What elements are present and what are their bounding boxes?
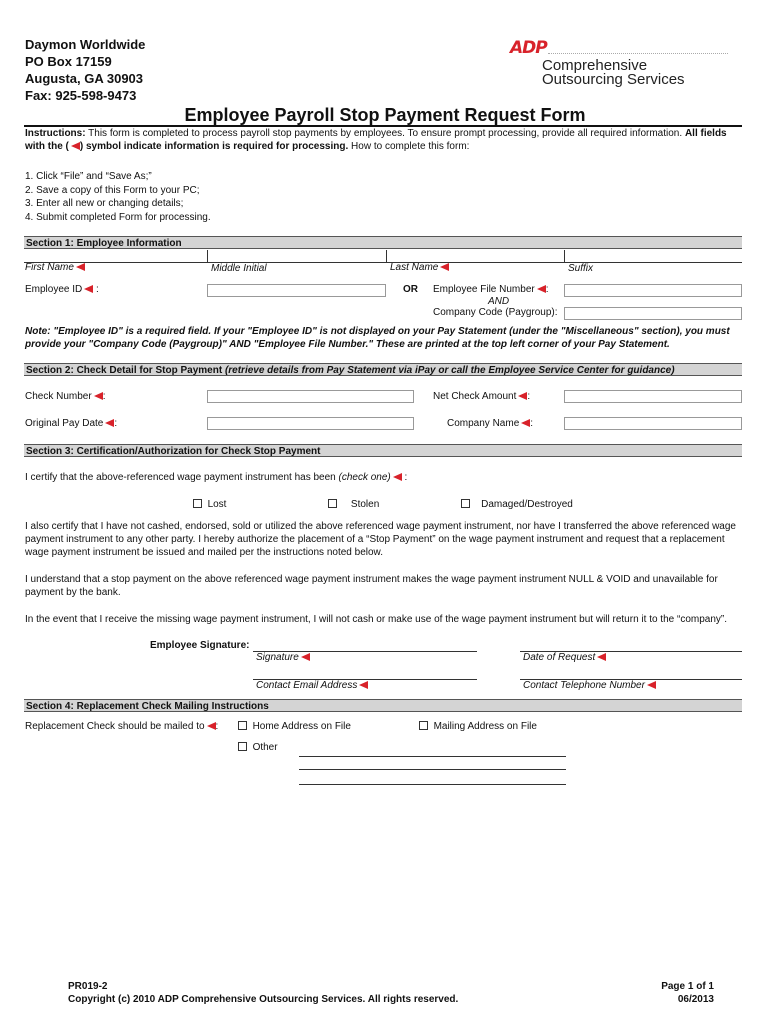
required-marker-icon: [537, 285, 546, 293]
net-check-amount-label: Net Check Amount :: [433, 391, 531, 402]
lost-checkbox[interactable]: [193, 499, 202, 508]
required-marker-icon: [521, 419, 530, 427]
employee-signature-label: Employee Signature:: [150, 640, 250, 651]
company-name-input[interactable]: [564, 417, 742, 430]
required-marker-icon: [597, 653, 606, 661]
last-name-label: [390, 262, 449, 273]
net-check-amount-text: Net Check Amount: [433, 391, 517, 402]
mailed-to-text: Replacement Check should be mailed to: [25, 721, 205, 732]
section-1-header: Section 1: Employee Information: [24, 236, 742, 249]
required-marker-icon: [94, 392, 103, 400]
stolen-label: Stolen: [350, 499, 380, 510]
company-address-1: PO Box 17159: [25, 54, 112, 69]
other-address-line-3[interactable]: [299, 784, 566, 785]
required-marker-icon: [301, 653, 310, 661]
home-address-checkbox[interactable]: [238, 721, 247, 730]
required-marker-icon: [71, 142, 80, 150]
logo-line-1: Comprehensive: [542, 57, 648, 74]
instruction-step: 2. Save a copy of this Form to your PC;: [25, 184, 200, 196]
employee-file-number-text: Employee File Number: [433, 284, 535, 295]
mailing-address-option[interactable]: [419, 721, 537, 732]
check-number-label: Check Number :: [25, 391, 106, 402]
original-pay-date-input[interactable]: [207, 417, 414, 430]
instruction-step: 3. Enter all new or changing details;: [25, 198, 184, 209]
employee-file-number-label: Employee File Number :: [433, 284, 549, 295]
damaged-checkbox[interactable]: [461, 499, 470, 508]
mailing-address-checkbox[interactable]: [419, 721, 428, 730]
name-row-rule: [24, 262, 742, 263]
required-marker-icon: [518, 392, 527, 400]
adp-logo-mark: ADP: [510, 38, 547, 58]
adp-logo: [508, 38, 728, 88]
certify-statement: I certify that the above-referenced wage payment instrument has been (check one) :: [25, 472, 408, 483]
home-address-label: Home Address on File: [252, 721, 351, 732]
other-address-line-2[interactable]: [299, 769, 566, 770]
date-of-request-label: [523, 652, 606, 663]
section-2-title: Section 2: Check Detail for Stop Payment: [26, 365, 225, 376]
check-one-text: (check one): [338, 472, 391, 483]
section-4-header: Section 4: Replacement Check Mailing Instructions: [24, 699, 742, 712]
company-code-input[interactable]: [564, 307, 742, 320]
stolen-option[interactable]: [328, 499, 379, 510]
lost-label: Lost: [207, 499, 227, 510]
required-marker-icon: [105, 419, 114, 427]
mailed-to-label: Replacement Check should be mailed to :: [25, 721, 219, 732]
contact-email-label: [256, 680, 368, 691]
instruction-steps: [25, 170, 211, 224]
company-name-text: Company Name: [447, 418, 520, 429]
other-checkbox[interactable]: [238, 742, 247, 751]
net-check-amount-input[interactable]: [564, 390, 742, 403]
or-label: OR: [403, 284, 418, 295]
contact-phone-label: [523, 680, 656, 691]
required-marker-icon: [207, 722, 216, 730]
certification-paragraph-2: I understand that a stop payment on the above referenced wage payment instrument makes the wage payment instrument NULL & VOID and unavailable for payment by the bank.: [25, 574, 718, 598]
section-2-subtitle: (retrieve details from Pay Statement via iPay or call the Employee Service Center for guidance): [224, 365, 675, 376]
instructions-label: Instructions:: [25, 128, 86, 139]
company-name: Daymon Worldwide: [25, 37, 146, 52]
middle-initial-label: Middle Initial: [211, 263, 267, 274]
section-3-header: Section 3: Certification/Authorization for Check Stop Payment: [24, 444, 742, 457]
last-name-text: Last Name: [390, 262, 439, 273]
suffix-label: Suffix: [568, 263, 594, 274]
instruction-step: 4. Submit completed Form for processing.: [25, 211, 211, 223]
other-label: Other: [252, 742, 278, 753]
instruction-step: 1. Click “File” and “Save As;”: [25, 171, 152, 182]
damaged-option[interactable]: [461, 499, 573, 510]
certification-paragraph-3: In the event that I receive the missing wage payment instrument, I will not cash or make use of the wage payment instrument but will return it to the “company”.: [25, 614, 728, 625]
logo-dotted-rule: [548, 53, 728, 54]
instructions-body: This form is completed to process payroll stop payments by employees. To ensure prompt processing, provide all required information.: [85, 128, 685, 139]
other-address-line-1[interactable]: [299, 756, 566, 757]
company-code-label: Company Code (Paygroup):: [433, 307, 558, 318]
required-marker-icon: [440, 263, 449, 271]
contact-email-text: Contact Email Address: [256, 680, 358, 691]
check-number-input[interactable]: [207, 390, 414, 403]
section-2-header: [24, 363, 742, 376]
certification-paragraph-1: I also certify that I have not cashed, endorsed, sold or utilized the above referenced wage payment instrument, nor have I transferred the above referenced wage payment instrument to any other party. I hereby authorize the placement of a “Stop Payment” on the wage payment instrument and request that a replacement wage payment instrument be issued and mailed per the instructions noted below.: [25, 521, 736, 558]
company-fax: Fax: 925-598-9473: [25, 88, 137, 103]
lost-option[interactable]: [193, 499, 226, 510]
required-marker-icon: [84, 285, 93, 293]
required-marker-icon: [359, 681, 368, 689]
copyright: Copyright (c) 2010 ADP Comprehensive Outsourcing Services. All rights reserved.: [68, 994, 459, 1005]
instructions-text: [25, 127, 743, 153]
signature-text: Signature: [256, 652, 299, 663]
damaged-label: Damaged/Destroyed: [481, 499, 573, 510]
required-marker-icon: [393, 473, 402, 481]
original-pay-date-text: Original Pay Date: [25, 418, 104, 429]
instructions-bold-b: ) symbol indicate information is required for processing.: [79, 141, 349, 152]
instructions-tail: How to complete this form:: [348, 141, 470, 152]
mailing-address-label: Mailing Address on File: [433, 721, 537, 732]
form-title: Employee Payroll Stop Payment Request Form: [184, 105, 586, 125]
home-address-option[interactable]: [238, 721, 351, 732]
and-label: AND: [488, 296, 510, 307]
form-code: PR019-2: [68, 981, 108, 992]
date-of-request-text: Date of Request: [523, 652, 596, 663]
certify-text: I certify that the above-referenced wage payment instrument has been: [25, 472, 339, 483]
required-marker-icon: [76, 263, 85, 271]
employee-id-label: Employee ID :: [25, 284, 99, 295]
contact-phone-text: Contact Telephone Number: [523, 680, 645, 691]
employee-id-note: Note: "Employee ID" is a required field. If your "Employee ID" is not displayed on your Pay Statement (under the "Miscellaneous" section), you must provide your "Company Code (Paygroup)" AND "Employee File Number." These are printed at the top left corner of your Pay Statement.: [25, 326, 730, 350]
required-marker-icon: [647, 681, 656, 689]
stolen-checkbox[interactable]: [328, 499, 337, 508]
employee-file-number-input[interactable]: [564, 284, 742, 297]
revision-date: 06/2013: [677, 994, 714, 1005]
instructions-bold-a: All fields with the (: [25, 128, 727, 152]
other-option[interactable]: [238, 742, 278, 753]
check-number-text: Check Number: [25, 391, 92, 402]
page-number: Page 1 of 1: [661, 981, 714, 992]
original-pay-date-label: Original Pay Date :: [25, 418, 118, 429]
company-address-2: Augusta, GA 30903: [25, 71, 144, 86]
company-name-label: Company Name :: [447, 418, 534, 429]
first-name-text: First Name: [25, 262, 74, 273]
signature-label: [256, 652, 310, 663]
employee-id-text: Employee ID: [25, 284, 83, 295]
logo-line-2: Outsourcing Services: [542, 71, 685, 88]
first-name-label: [25, 262, 85, 273]
employee-id-input[interactable]: [207, 284, 386, 297]
